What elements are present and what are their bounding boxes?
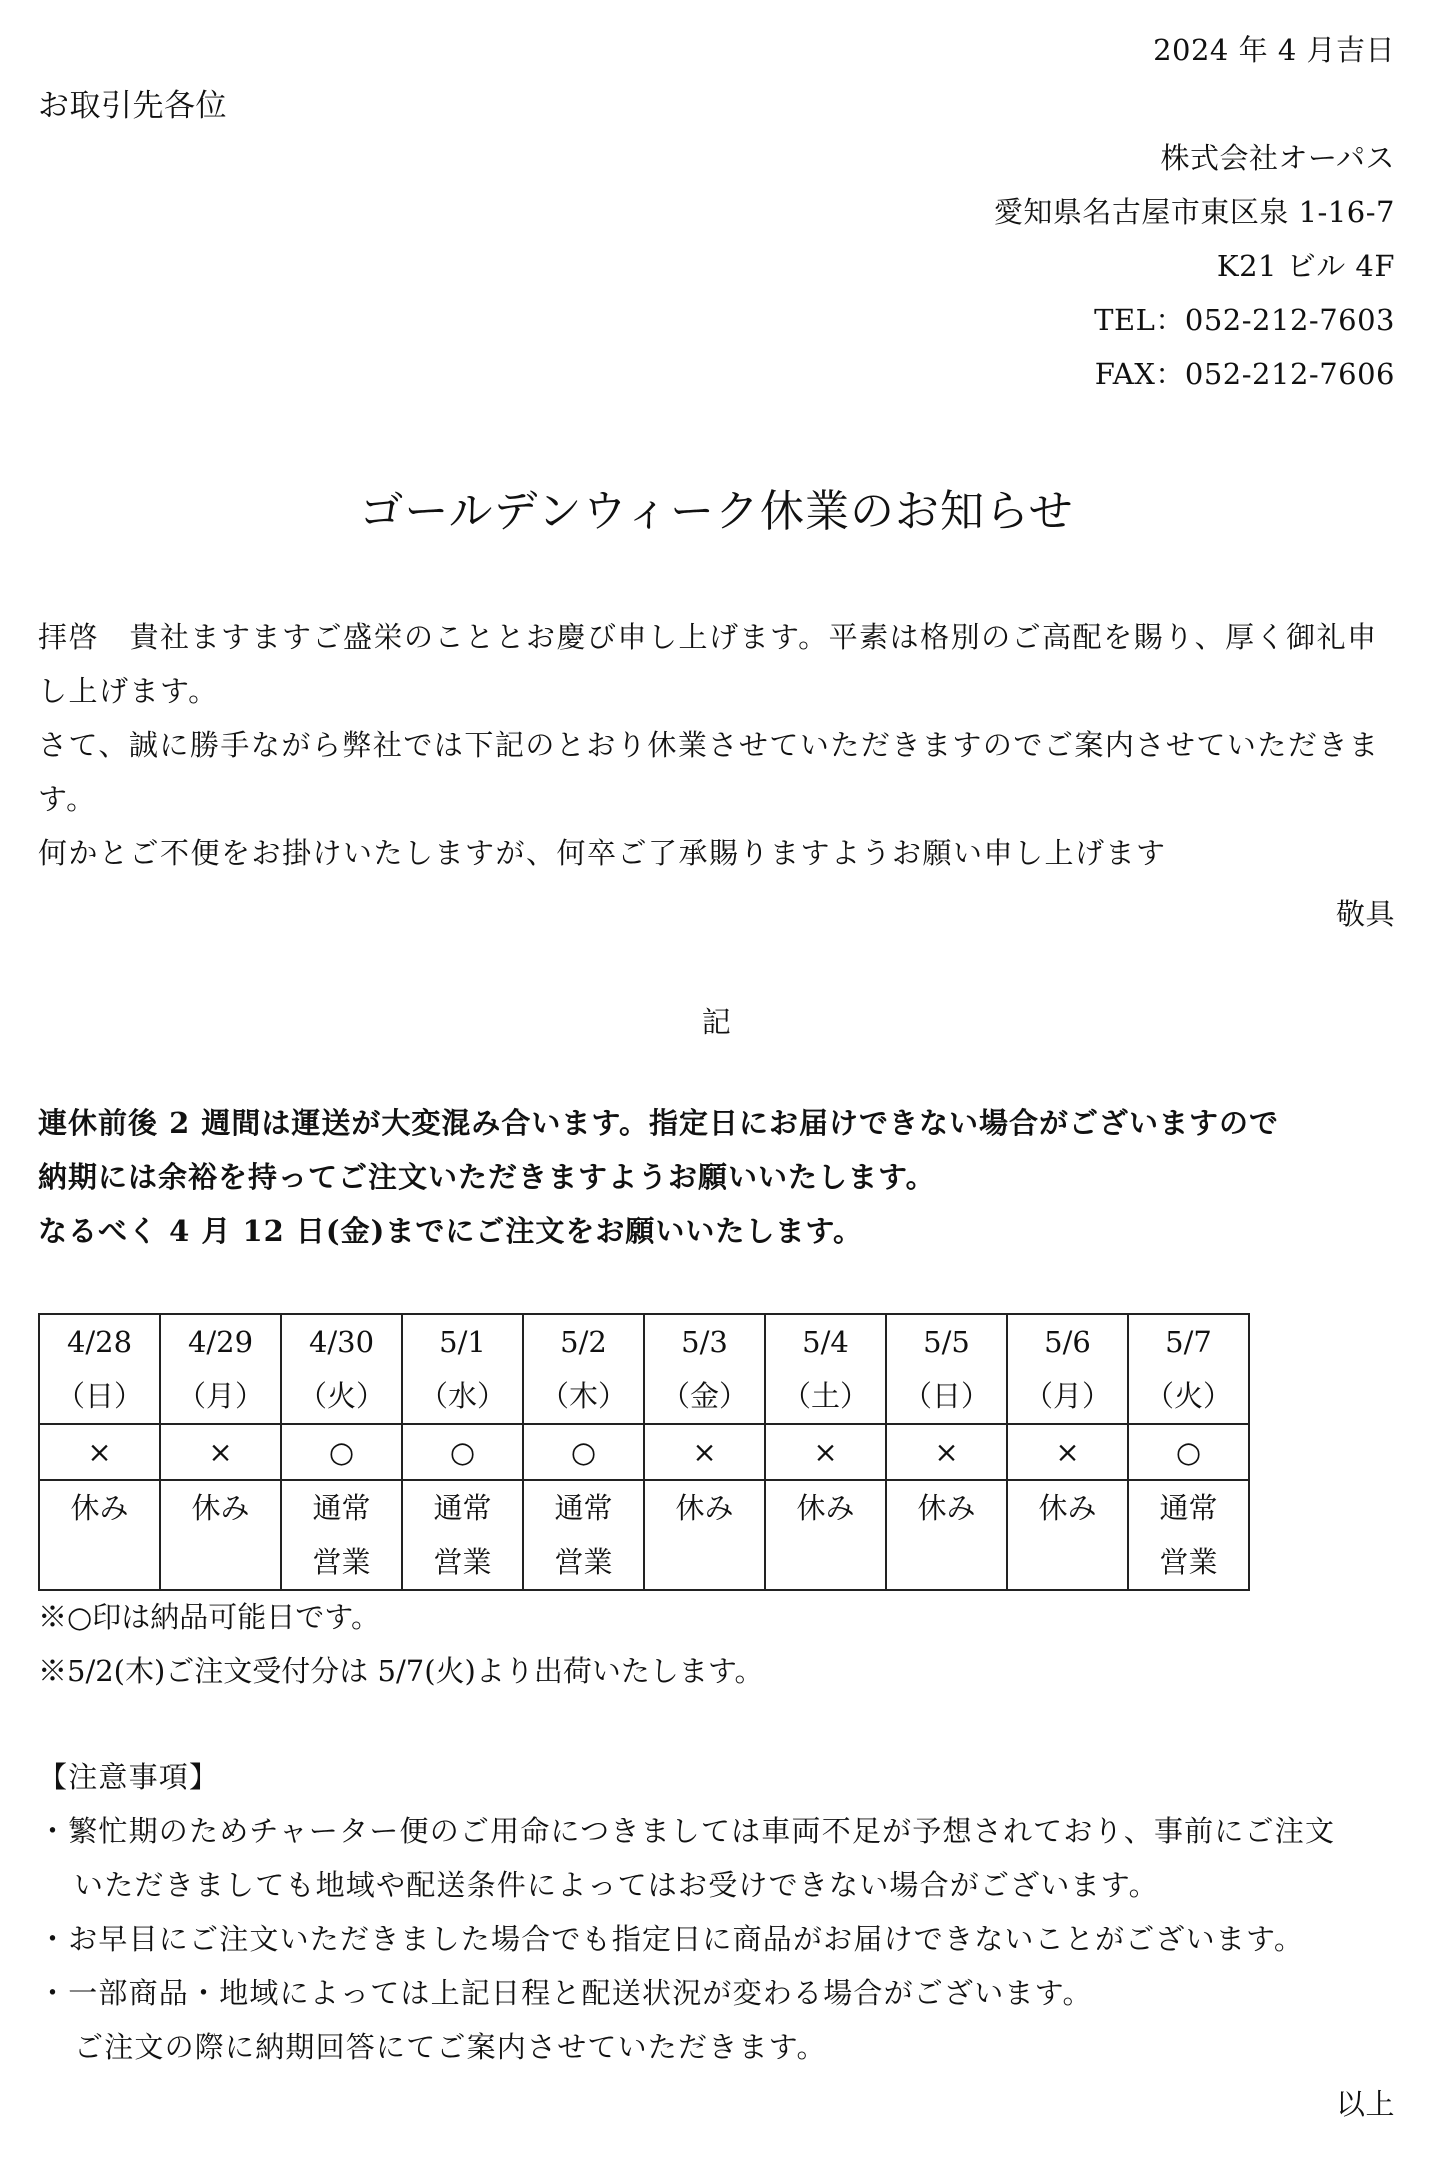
greeting-line2: さて、誠に勝手ながら弊社では下記のとおり休業させていただきますのでご案内させていただきます。 — [38, 728, 1380, 816]
caution-item-3: ・一部商品・地域によっては上記日程と配送状況が変わる場合がございます。 — [38, 1976, 1093, 2010]
table-row-marks — [39, 1424, 1249, 1480]
cautions-section — [38, 1750, 1408, 2074]
recipient: お取引先各位 — [38, 88, 227, 124]
greeting-line1: 拝啓 貴社ますますご盛栄のこととお慶び申し上げます。平素は格別のご高配を賜り、厚く御礼申し上げます。 — [38, 620, 1378, 708]
document-title: ゴールデンウィーク休業のお知らせ — [359, 486, 1074, 537]
business-status: 休み — [160, 1480, 281, 1590]
availability-mark: ○ — [523, 1424, 644, 1480]
company-name: 株式会社オーパス — [1160, 141, 1395, 175]
availability-mark: ○ — [402, 1424, 523, 1480]
notice-line2: 納期には余裕を持ってご注文いただきますようお願いいたします。 — [38, 1160, 936, 1194]
holiday-schedule-table — [38, 1313, 1250, 1591]
availability-mark: × — [886, 1424, 1007, 1480]
business-status: 休み — [644, 1480, 765, 1590]
caution-item-2: ・お早目にご注文いただきました場合でも指定日に商品がお届けできないことがございます。 — [38, 1922, 1305, 1956]
table-note-2: ※5/2(木)ご注文受付分は 5/7(火)より出荷いたします。 — [38, 1654, 764, 1688]
table-cell: 5/4 （土） — [765, 1314, 886, 1424]
business-status: 通常 営業 — [1128, 1480, 1249, 1590]
table-cell: 5/1 （水） — [402, 1314, 523, 1424]
table-cell: 5/3 （金） — [644, 1314, 765, 1424]
business-status: 通常 営業 — [402, 1480, 523, 1590]
ki-heading: 記 — [701, 1005, 732, 1039]
availability-mark: ○ — [1128, 1424, 1249, 1480]
company-address-line2: K21 ビル 4F — [1216, 249, 1395, 283]
greeting-section — [38, 610, 1398, 880]
caution-item-1: ・繁忙期のためチャーター便のご用命につきましては車両不足が予想されており、事前にご注文 — [38, 1814, 1336, 1848]
availability-mark: × — [39, 1424, 160, 1480]
availability-mark: × — [765, 1424, 886, 1480]
business-status: 休み — [886, 1480, 1007, 1590]
business-status: 休み — [1007, 1480, 1128, 1590]
business-status: 通常 営業 — [523, 1480, 644, 1590]
availability-mark: × — [644, 1424, 765, 1480]
caution-item-1-continued: いただきましても地域や配送条件によってはお受けできない場合がございます。 — [74, 1868, 1159, 1902]
closing-keigu: 敬具 — [1335, 897, 1395, 931]
company-address-line1: 愛知県名古屋市東区泉 1-16-7 — [993, 195, 1395, 229]
table-cell: 4/28 （日） — [39, 1314, 160, 1424]
table-cell: 5/7 （火） — [1128, 1314, 1249, 1424]
table-cell: 4/30 （火） — [281, 1314, 402, 1424]
table-cell: 4/29 （月） — [160, 1314, 281, 1424]
table-note-1: ※○印は納品可能日です。 — [38, 1600, 380, 1634]
availability-mark: × — [160, 1424, 281, 1480]
availability-mark: × — [1007, 1424, 1128, 1480]
caution-item-3-continued: ご注文の際に納期回答にてご案内させていただきます。 — [74, 2030, 827, 2064]
business-status: 通常 営業 — [281, 1480, 402, 1590]
notice-section — [38, 1096, 1398, 1258]
document-date: 2024 年 4 月吉日 — [1153, 33, 1395, 67]
table-cell: 5/2 （木） — [523, 1314, 644, 1424]
business-status: 休み — [39, 1480, 160, 1590]
business-status: 休み — [765, 1480, 886, 1590]
closing-ijou: 以上 — [1335, 2087, 1395, 2121]
table-cell: 5/5 （日） — [886, 1314, 1007, 1424]
table-row-dates — [39, 1314, 1249, 1424]
company-fax: FAX：052-212-7606 — [1094, 357, 1395, 391]
table-cell: 5/6 （月） — [1007, 1314, 1128, 1424]
availability-mark: ○ — [281, 1424, 402, 1480]
company-tel: TEL：052-212-7603 — [1094, 303, 1395, 337]
notice-line3: なるべく 4 月 12 日(金)までにご注文をお願いいたします。 — [38, 1214, 864, 1248]
greeting-line3: 何かとご不便をお掛けいたしますが、何卒ご了承賜りますようお願い申し上げます — [38, 836, 1167, 870]
notice-line1: 連休前後 2 週間は運送が大変混み合います。指定日にお届けできない場合がございますので — [38, 1106, 1280, 1140]
table-notes — [38, 1590, 764, 1698]
cautions-heading: 【注意事項】 — [38, 1760, 220, 1794]
table-row-status — [39, 1480, 1249, 1590]
